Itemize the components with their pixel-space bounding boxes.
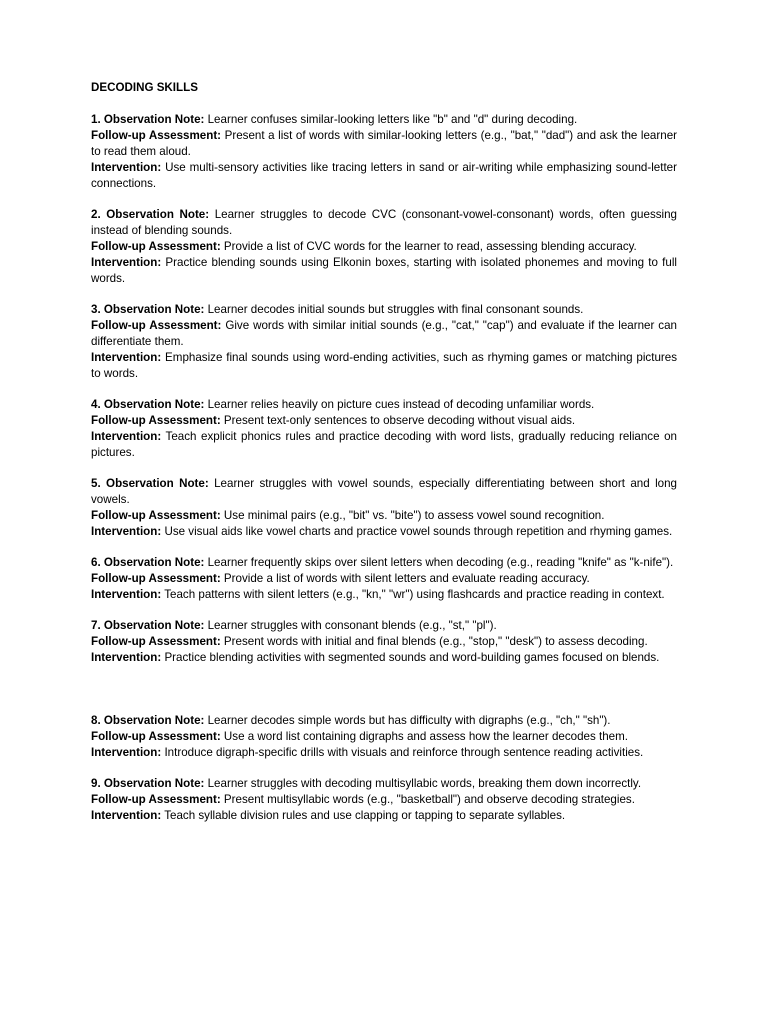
intervention xyxy=(91,255,677,287)
intervention xyxy=(91,587,677,603)
section-heading: DECODING SKILLS xyxy=(91,81,198,94)
follow-up-assessment xyxy=(91,128,677,160)
intervention xyxy=(91,350,677,382)
follow-up-assessment-label: Follow-up Assessment: xyxy=(91,635,221,649)
observation-note-label: 1. Observation Note: xyxy=(91,112,205,126)
intervention-text: Practice blending activities with segmented sounds and word-building games focused on blends. xyxy=(161,651,660,665)
observation-note-label: 4. Observation Note: xyxy=(91,398,205,411)
observation-note-label: 6. Observation Note: xyxy=(91,556,205,570)
observation-note-text: Learner confuses similar-looking letters like "b" and "d" during decoding. xyxy=(204,112,578,126)
observation-note xyxy=(91,555,677,571)
observation-note-label: 7. Observation Note: xyxy=(91,619,205,633)
observation-note xyxy=(91,302,677,318)
intervention-label: Intervention: xyxy=(91,524,162,538)
intervention xyxy=(91,650,677,666)
intervention-label: Intervention: xyxy=(91,429,162,443)
follow-up-assessment xyxy=(91,318,677,350)
follow-up-assessment xyxy=(91,508,677,524)
follow-up-assessment-text: Present multisyllabic words (e.g., "basketball") and observe decoding strategies. xyxy=(220,793,635,807)
observation-note-text: Learner struggles with consonant blends (e.g., "st," "pl"). xyxy=(204,619,497,633)
intervention-text: Use multi-sensory activities like tracing letters in sand or air-writing while emphasizing sound-letter connections. xyxy=(91,160,677,190)
observation-note-text: Learner struggles with decoding multisyllabic words, breaking them down incorrectly. xyxy=(204,777,642,791)
follow-up-assessment-label: Follow-up Assessment: xyxy=(91,239,221,253)
observation-note-text: Learner struggles to decode CVC (consonant-vowel-consonant) words, often guessing instead of blending sounds. xyxy=(91,207,678,237)
observation-note xyxy=(91,713,677,729)
follow-up-assessment-text: Provide a list of words with silent letters and evaluate reading accuracy. xyxy=(220,572,590,586)
entry-1 xyxy=(91,112,677,192)
intervention-label: Intervention: xyxy=(91,746,162,759)
observation-note-label: 2. Observation Note: xyxy=(91,207,210,221)
observation-note-text: Learner decodes initial sounds but struggles with final consonant sounds. xyxy=(204,302,584,316)
follow-up-assessment-label: Follow-up Assessment: xyxy=(91,318,222,332)
entry-6 xyxy=(91,555,677,603)
entry-5 xyxy=(91,476,677,540)
observation-note xyxy=(91,207,677,239)
follow-up-assessment xyxy=(91,239,677,255)
follow-up-assessment-label: Follow-up Assessment: xyxy=(91,413,221,427)
entry-7 xyxy=(91,618,677,666)
follow-up-assessment-text: Use a word list containing digraphs and assess how the learner decodes them. xyxy=(220,730,629,744)
follow-up-assessment-text: Provide a list of CVC words for the learner to read, assessing blending accuracy. xyxy=(220,239,637,253)
intervention xyxy=(91,745,677,761)
document-page xyxy=(91,80,677,840)
follow-up-assessment xyxy=(91,792,677,808)
observation-note-text: Learner struggles with vowel sounds, especially differentiating between short and long vowels. xyxy=(91,477,677,507)
entry-list xyxy=(91,112,677,824)
intervention-label: Intervention: xyxy=(91,809,162,823)
observation-note-label: 5. Observation Note: xyxy=(91,477,209,491)
intervention-label: Intervention: xyxy=(91,255,162,269)
observation-note xyxy=(91,112,677,128)
follow-up-assessment-text: Present text-only sentences to observe decoding without visual aids. xyxy=(220,413,576,427)
follow-up-assessment-text: Use minimal pairs (e.g., "bit" vs. "bite") to assess vowel sound recognition. xyxy=(220,508,605,522)
follow-up-assessment-text: Give words with similar initial sounds (e.g., "cat," "cap") and evaluate if the learner can differentiate them. xyxy=(91,318,677,348)
entry-8 xyxy=(91,713,677,761)
intervention-label: Intervention: xyxy=(91,160,162,174)
observation-note xyxy=(91,476,677,508)
entry-9 xyxy=(91,776,677,824)
intervention xyxy=(91,524,677,540)
intervention-label: Intervention: xyxy=(91,350,162,364)
follow-up-assessment xyxy=(91,729,677,745)
intervention-text: Teach explicit phonics rules and practice decoding with word lists, gradually reducing reliance on pictures. xyxy=(91,429,677,459)
follow-up-assessment-text: Present words with initial and final blends (e.g., "stop," "desk") to assess decoding. xyxy=(220,635,648,649)
follow-up-assessment-label: Follow-up Assessment: xyxy=(91,730,221,744)
observation-note xyxy=(91,397,677,413)
intervention-label: Intervention: xyxy=(91,651,162,665)
observation-note-text: Learner decodes simple words but has difficulty with digraphs (e.g., "ch," "sh"). xyxy=(204,714,611,728)
follow-up-assessment xyxy=(91,634,677,650)
follow-up-assessment xyxy=(91,571,677,587)
observation-note-label: 9. Observation Note: xyxy=(91,777,205,791)
follow-up-assessment-label: Follow-up Assessment: xyxy=(91,128,222,142)
observation-note xyxy=(91,776,677,792)
entry-2 xyxy=(91,207,677,287)
follow-up-assessment-label: Follow-up Assessment: xyxy=(91,508,221,522)
intervention xyxy=(91,160,677,192)
intervention-text: Practice blending sounds using Elkonin boxes, starting with isolated phonemes and moving to full words. xyxy=(91,255,677,285)
observation-note xyxy=(91,618,677,634)
intervention xyxy=(91,429,677,461)
follow-up-assessment-label: Follow-up Assessment: xyxy=(91,572,221,586)
intervention-text: Teach patterns with silent letters (e.g., "kn," "wr") using flashcards and practice reading in context. xyxy=(161,588,665,602)
follow-up-assessment xyxy=(91,413,677,429)
observation-note-label: 8. Observation Note: xyxy=(91,714,205,728)
follow-up-assessment-text: Present a list of words with similar-looking letters (e.g., "bat," "dad") and ask the learner to read them aloud. xyxy=(91,128,677,158)
entry-3 xyxy=(91,302,677,382)
intervention-text: Emphasize final sounds using word-ending activities, such as rhyming games or matching pictures to words. xyxy=(91,350,677,380)
observation-note-label: 3. Observation Note: xyxy=(91,302,205,316)
observation-note-text: Learner relies heavily on picture cues instead of decoding unfamiliar words. xyxy=(204,398,595,411)
intervention xyxy=(91,808,677,824)
intervention-text: Use visual aids like vowel charts and practice vowel sounds through repetition and rhyming games. xyxy=(161,524,673,538)
observation-note-text: Learner frequently skips over silent letters when decoding (e.g., reading "knife" as "k-nife"). xyxy=(204,556,674,570)
follow-up-assessment-label: Follow-up Assessment: xyxy=(91,793,221,807)
intervention-label: Intervention: xyxy=(91,588,162,602)
intervention-text: Introduce digraph-specific drills with visuals and reinforce through sentence reading activities. xyxy=(161,746,644,759)
entry-4 xyxy=(91,397,677,461)
intervention-text: Teach syllable division rules and use clapping or tapping to separate syllables. xyxy=(161,809,566,823)
